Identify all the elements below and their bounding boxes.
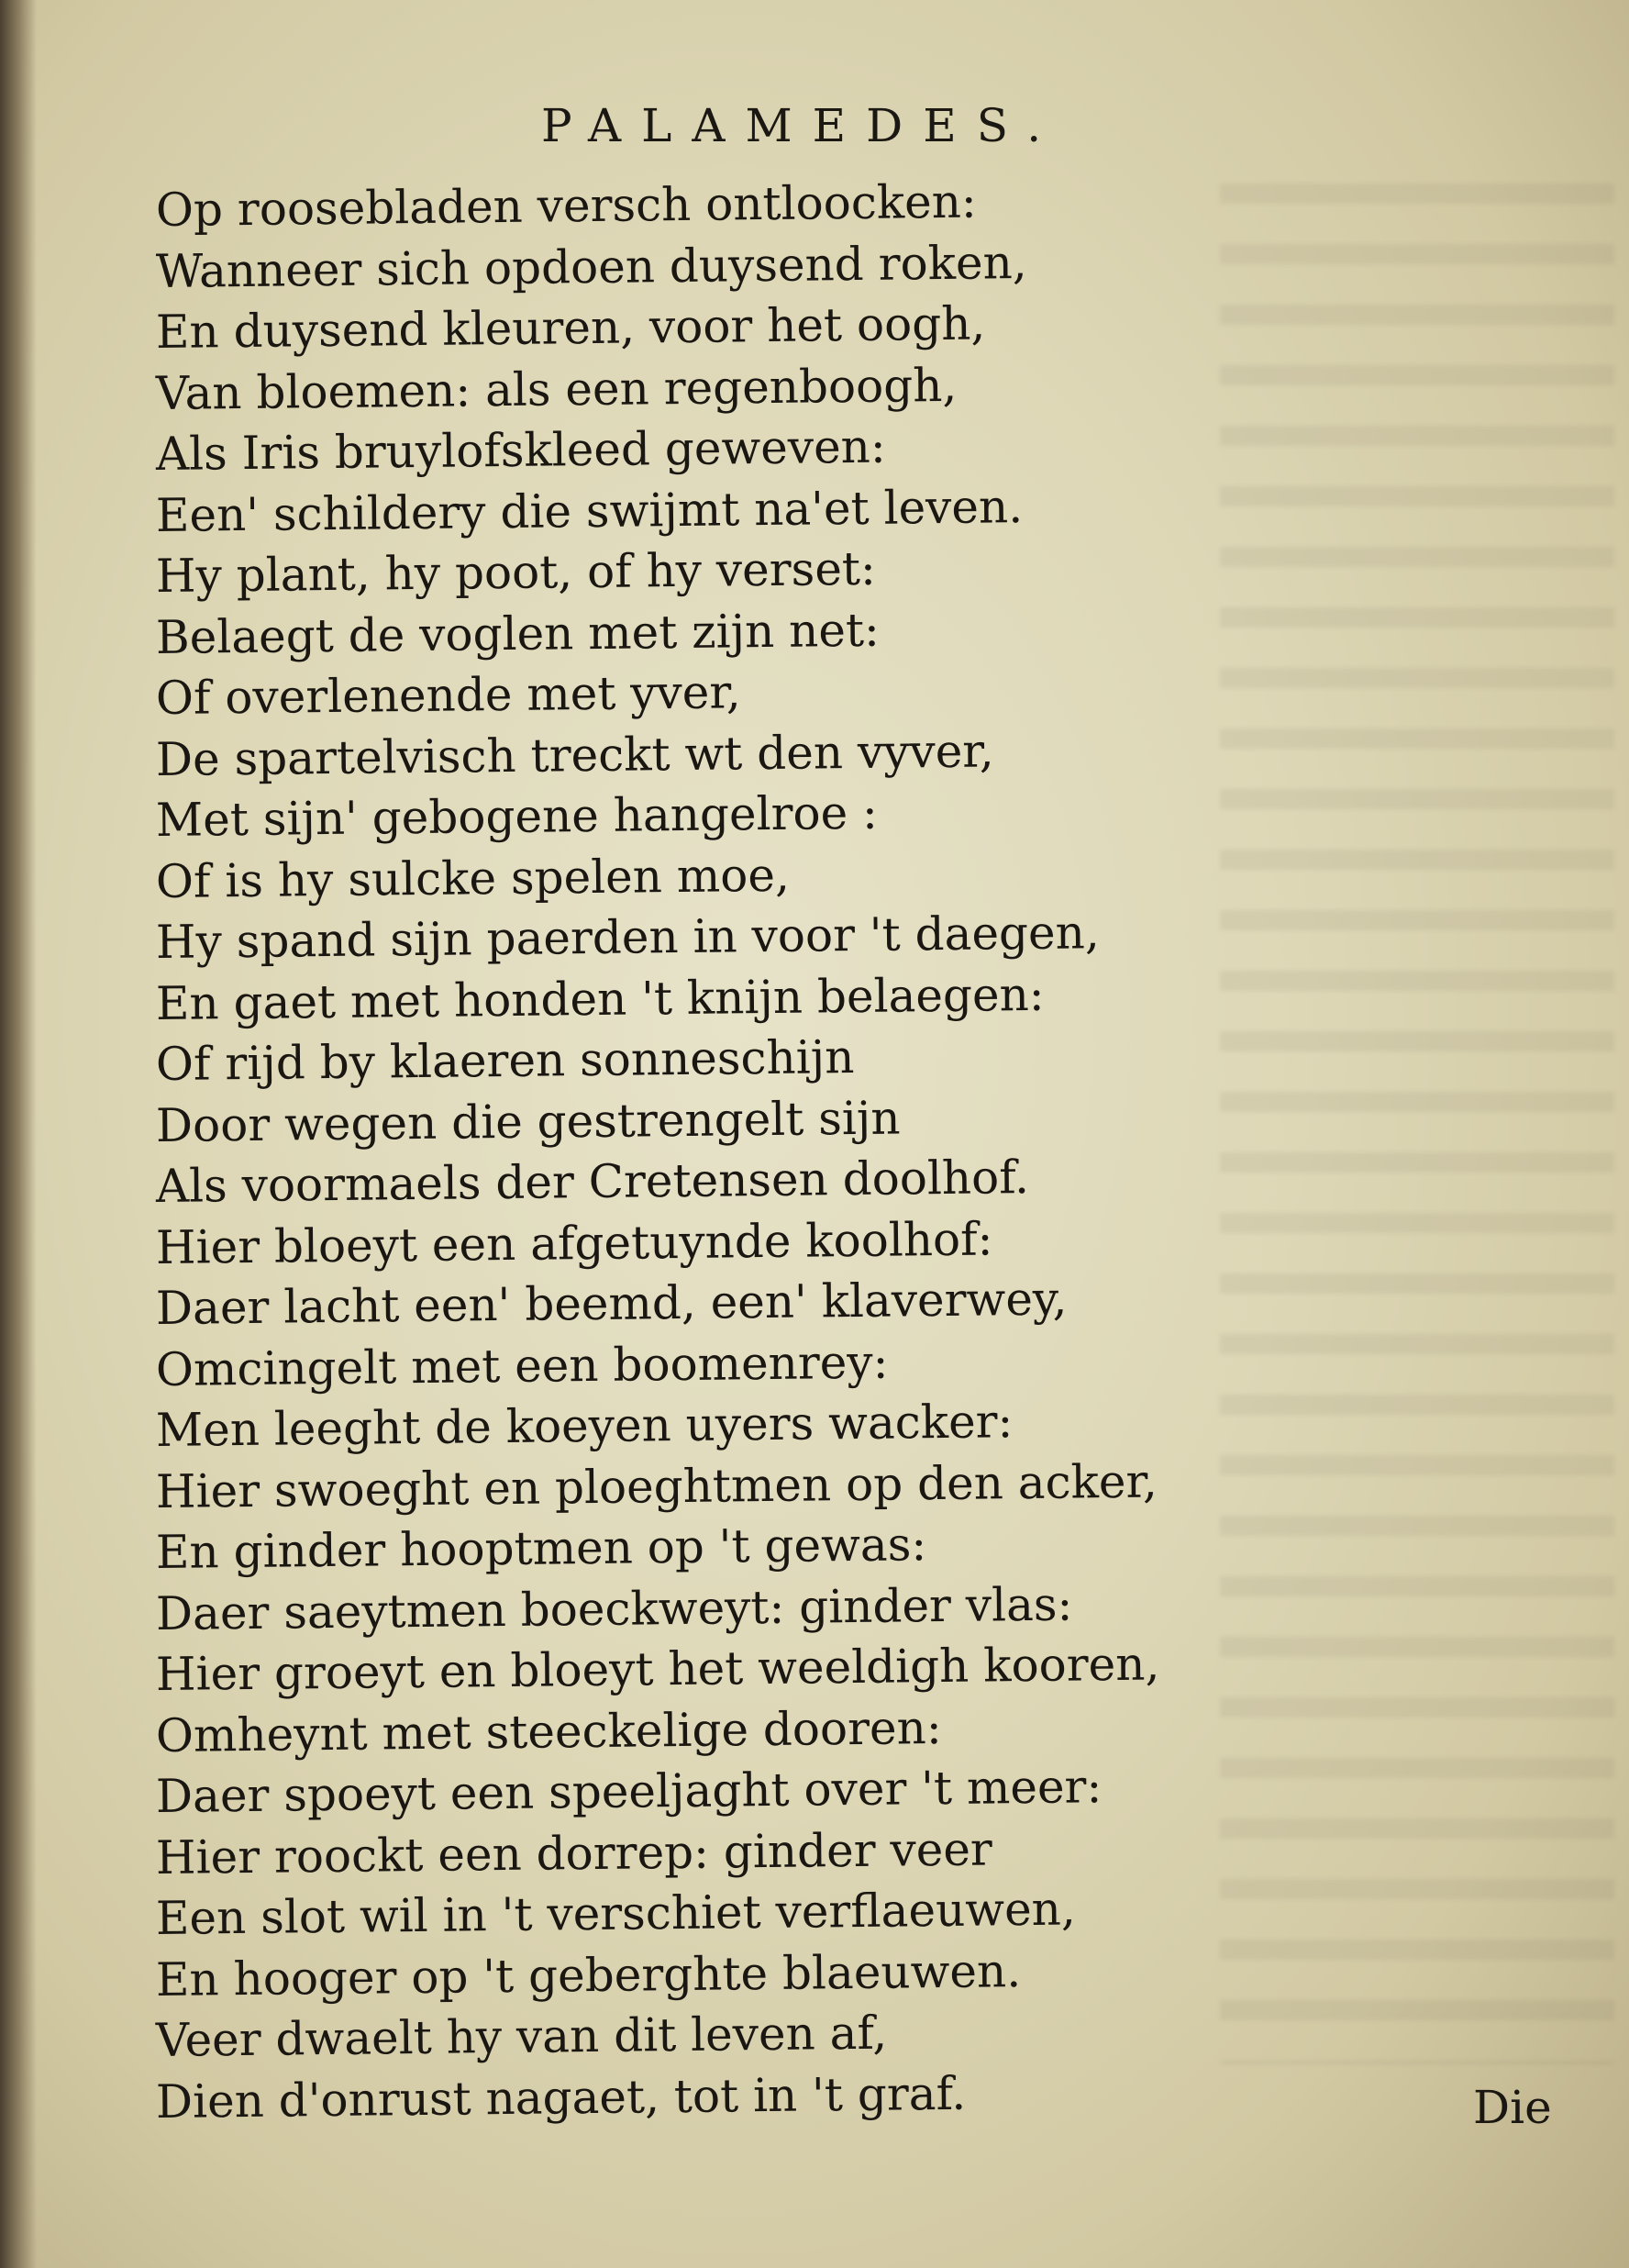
verse-line: Daer lacht een' beemd, een' klaverwey, bbox=[155, 1272, 1068, 1335]
verse-line: Van bloemen: als een regenboogh, bbox=[155, 358, 958, 420]
verse-line: Veer dwaelt hy van dit leven af, bbox=[155, 2006, 888, 2067]
verse-line: Hier swoeght en ploeghtmen op den acker, bbox=[155, 1454, 1158, 1518]
verse-line: Hy spand sijn paerden in voor 't daegen, bbox=[155, 906, 1100, 969]
verse-line: Of rijd by klaeren sonneschijn bbox=[155, 1030, 855, 1091]
verse-line: Een slot wil in 't verschiet verflaeuwen, bbox=[155, 1882, 1077, 1945]
verse-line: En ginder hooptmen op 't gewas: bbox=[155, 1518, 927, 1579]
verse-line: Omheynt met steeckelige dooren: bbox=[155, 1700, 942, 1762]
verse-line: Dien d'onrust nagaet, tot in 't graf. bbox=[155, 2066, 967, 2129]
show-through-text bbox=[1220, 183, 1614, 2064]
verse-line: Als voormaels der Cretensen doolhof. bbox=[155, 1151, 1030, 1213]
verse-line: Of overlenende met yver, bbox=[155, 665, 741, 725]
verse-line: Hy plant, hy poot, of hy verset: bbox=[155, 541, 877, 603]
verse-line: Door wegen die gestrengelt sijn bbox=[155, 1091, 901, 1152]
verse-line: Of is hy sulcke spelen moe, bbox=[155, 848, 791, 908]
verse-line: En gaet met honden 't knijn belaegen: bbox=[155, 967, 1045, 1030]
verse-line: Belaegt de voglen met zijn net: bbox=[155, 603, 881, 664]
verse-line: Hier groeyt en bloeyt het weeldigh kooren, bbox=[155, 1637, 1160, 1701]
verse-line: En duysend kleuren, voor het oogh, bbox=[155, 296, 986, 359]
verse-line: Een' schildery die swijmt na'et leven. bbox=[155, 479, 1024, 542]
verse-line: Met sijn' gebogene hangelroe : bbox=[155, 785, 879, 847]
verse-line: En hooger op 't geberghte blaeuwen. bbox=[155, 1943, 1022, 2007]
binding-shadow bbox=[0, 0, 37, 2268]
poem-verses bbox=[155, 174, 1211, 2132]
verse-line: Men leeght de koeyen uyers wacker: bbox=[155, 1395, 1014, 1457]
verse-line: Op roosebladen versch ontloocken: bbox=[155, 174, 978, 237]
catchword: Die bbox=[1473, 2081, 1552, 2134]
verse-line: Daer saeytmen boeckweyt: ginder vlas: bbox=[155, 1577, 1073, 1640]
verse-line: Omcingelt met een boomenrey: bbox=[155, 1335, 889, 1396]
verse-line: De spartelvisch treckt wt den vyver, bbox=[155, 723, 994, 786]
verse-line: Wanneer sich opdoen duysend roken, bbox=[155, 235, 1027, 298]
verse-line: Hier bloeyt een afgetuynde koolhof: bbox=[155, 1211, 993, 1274]
running-title: PALAMEDES. bbox=[541, 99, 1062, 152]
verse-line: Daer spoeyt een speeljaght over 't meer: bbox=[155, 1760, 1103, 1823]
verse-line: Hier roockt een dorrep: ginder veer bbox=[155, 1821, 993, 1884]
verse-line: Als Iris bruylofskleed geweven: bbox=[155, 419, 886, 481]
